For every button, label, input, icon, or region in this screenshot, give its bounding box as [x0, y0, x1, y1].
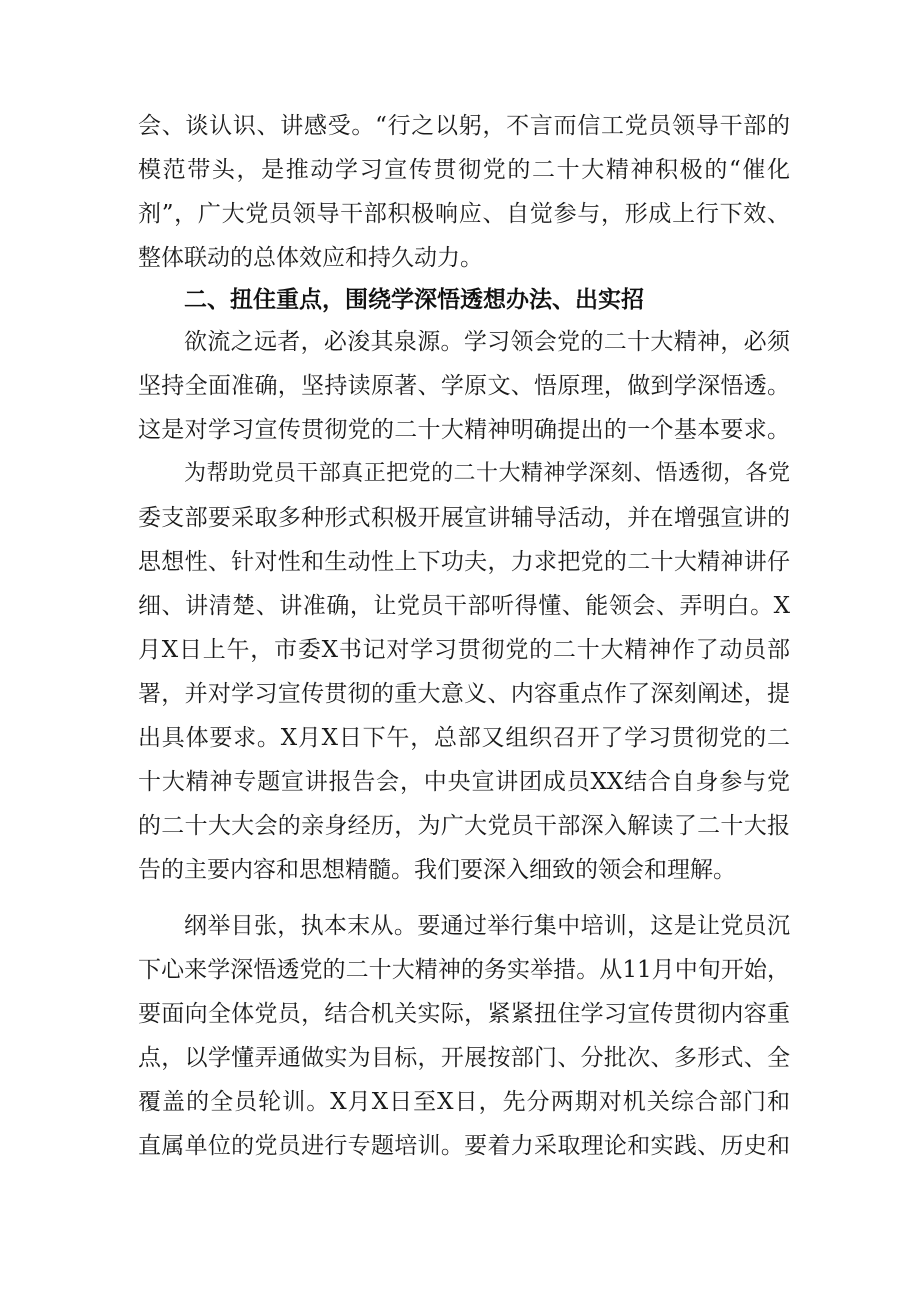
- text-line: 覆盖的全员轮训。X月X日至X日，先分两期对机关综合部门和: [138, 1089, 790, 1115]
- text-line: 会、谈认识、讲感受。“行之以躬，不言而信工党员领导干部的: [138, 113, 790, 139]
- text-line: 思想性、针对性和生动性上下功夫，力求把党的二十大精神讲仔: [138, 549, 790, 575]
- text-line: 告的主要内容和思想精髓。我们要深入细致的领会和理解。: [138, 857, 736, 883]
- text-line: 十大精神专题宣讲报告会，中央宣讲团成员XX结合自身参与党: [138, 769, 790, 795]
- text-line: 这是对学习宣传贯彻党的二十大精神明确提出的一个基本要求。: [138, 417, 790, 443]
- text-line: 直属单位的党员进行专题培训。要着力采取理论和实践、历史和: [138, 1133, 790, 1159]
- text-line: 为帮助党员干部真正把党的二十大精神学深刻、悟透彻，各党: [184, 461, 790, 486]
- text-line: 出具体要求。X月X日下午，总部又组织召开了学习贯彻党的二: [138, 725, 790, 751]
- text-line: 细、讲清楚、讲准确，让党员干部听得懂、能领会、弄明白。X: [138, 593, 790, 619]
- text-line: 署，并对学习宣传贯彻的重大意义、内容重点作了深刻阐述，提: [138, 681, 790, 707]
- text-line: 月X日上午，市委X书记对学习贯彻党的二十大精神作了动员部: [138, 637, 790, 663]
- text-line: 纲举目张，执本末从。要通过举行集中培训，这是让党员沉: [184, 913, 790, 939]
- text-line: 点，以学懂弄通做实为目标，开展按部门、分批次、多形式、全: [138, 1045, 790, 1071]
- text-line: 坚持全面准确，坚持读原著、学原文、悟原理，做到学深悟透。: [138, 373, 790, 399]
- text-line: 下心来学深悟透党的二十大精神的务实举措。从11月中旬开始，: [138, 957, 790, 983]
- text-line: 模范带头，是推动学习宣传贯彻党的二十大精神积极的“催化: [138, 157, 790, 183]
- text-line: 整体联动的总体效应和持久动力。: [138, 245, 483, 271]
- text-line: 欲流之远者，必浚其泉源。学习领会党的二十大精神，必须: [184, 329, 790, 355]
- text-line: 委支部要采取多种形式积极开展宣讲辅导活动，并在增强宣讲的: [138, 505, 790, 531]
- text-line: 的二十大大会的亲身经历，为广大党员干部深入解读了二十大报: [138, 813, 790, 839]
- section-heading: 二、扭住重点，围绕学深悟透想办法、出实招: [184, 287, 644, 313]
- text-line: 要面向全体党员，结合机关实际，紧紧扭住学习宣传贯彻内容重: [138, 1001, 790, 1027]
- text-line: 剂”，广大党员领导干部积极响应、自觉参与，形成上行下效、: [138, 201, 790, 227]
